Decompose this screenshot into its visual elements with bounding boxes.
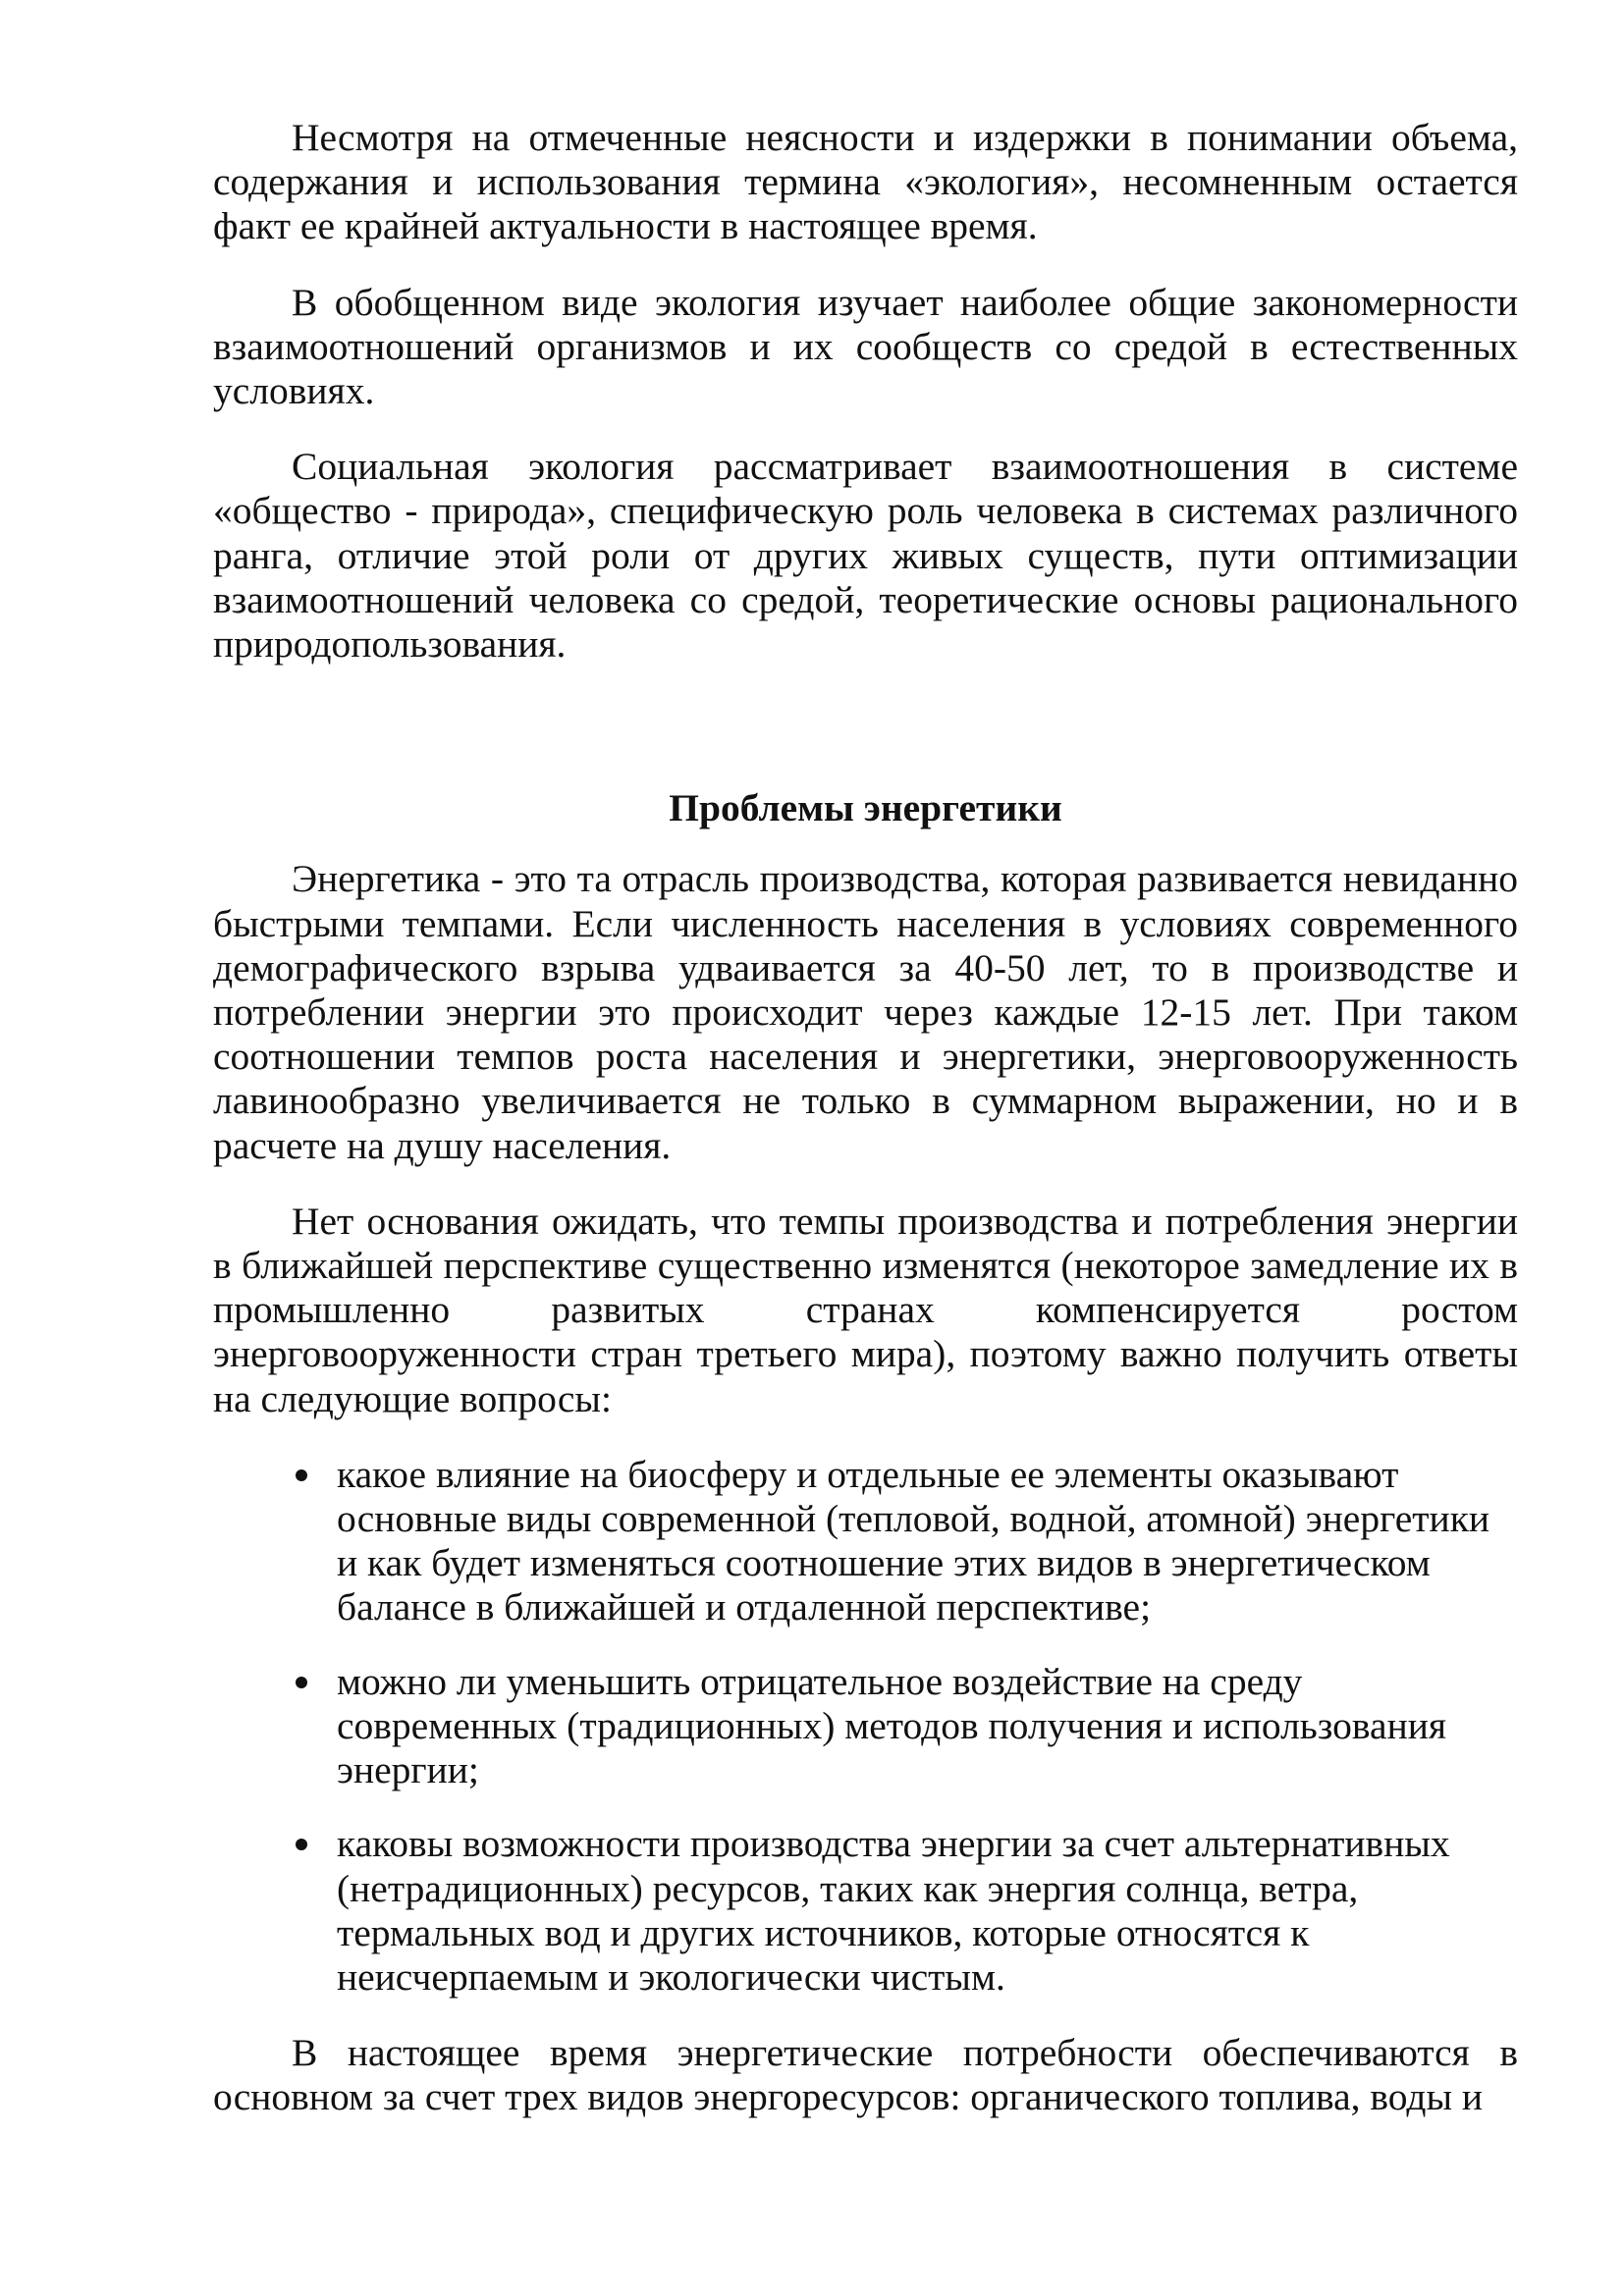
list-item-text: какое влияние на биосферу и отдельные ее элементы оказывают основные виды современной (тепловой, водной, атомной) энергетики и как будет изменяться соотношение этих видов в энергетическом балансе в ближайшей и отдаленной перспективе; — [337, 1452, 1490, 1629]
paragraph-ecology-definition: В обобщенном виде экология изучает наиболее общие закономерности взаимоотношений организмов и их сообществ со средой в естественных условиях. — [213, 280, 1518, 413]
list-item — [213, 1822, 1518, 2000]
list-item — [213, 1660, 1518, 1793]
bullet-icon — [296, 1469, 307, 1481]
paragraph-energy-resources: В настоящее время энергетические потребности обеспечиваются в основном за счет трех видов энергоресурсов: органического топлива, воды и — [213, 2031, 1518, 2119]
list-item-text: можно ли уменьшить отрицательное воздействие на среду современных (традиционных) методов получения и использования энергии; — [337, 1659, 1447, 1792]
paragraph-ecology-relevance: Несмотря на отмеченные неясности и издержки в понимании объема, содержания и использования термина «экология», несомненным остается факт ее крайней актуальности в настоящее время. — [213, 116, 1518, 248]
paragraph-energy-growth: Энергетика - это та отрасль производства, которая развивается невиданно быстрыми темпами. Если численность населения в условиях современного демографического взрыва удваивается за 40-50 лет, то в производстве и потреблении энергии это происходит через каждые 12-15 лет. При таком соотношении темпов роста населения и энергетики, энерговооруженность лавинообразно увеличивается не только в суммарном выражении, но и в расчете на душу населения. — [213, 857, 1518, 1167]
list-item — [213, 1453, 1518, 1630]
section-heading: Проблемы энергетики — [669, 786, 1062, 830]
questions-list — [213, 1453, 1518, 2000]
paragraph-social-ecology: Социальная экология рассматривает взаимоотношения в системе «общество - природа», специфическую роль человека в системах различного ранга, отличие этой роли от других живых существ, пути оптимизации взаимоотношений человека со средой, теоретические основы рационального природопользования. — [213, 445, 1518, 667]
list-item-text: каковы возможности производства энергии за счет альтернативных (нетрадиционных) ресурсов, таких как энергия солнца, ветра, термальных вод и других источников, которые относятся к неисчерпаемым и экологически чистым. — [337, 1822, 1450, 1999]
bullet-icon — [296, 1839, 307, 1850]
paragraph-energy-questions: Нет основания ожидать, что темпы производства и потребления энергии в ближайшей перспективе существенно изменятся (некоторое замедление их в промышленно развитых странах компенсируется ростом энерговооруженности стран третьего мира), поэтому важно получить ответы на следующие вопросы: — [213, 1199, 1518, 1420]
bullet-icon — [296, 1677, 307, 1688]
document-page — [213, 116, 1518, 2152]
